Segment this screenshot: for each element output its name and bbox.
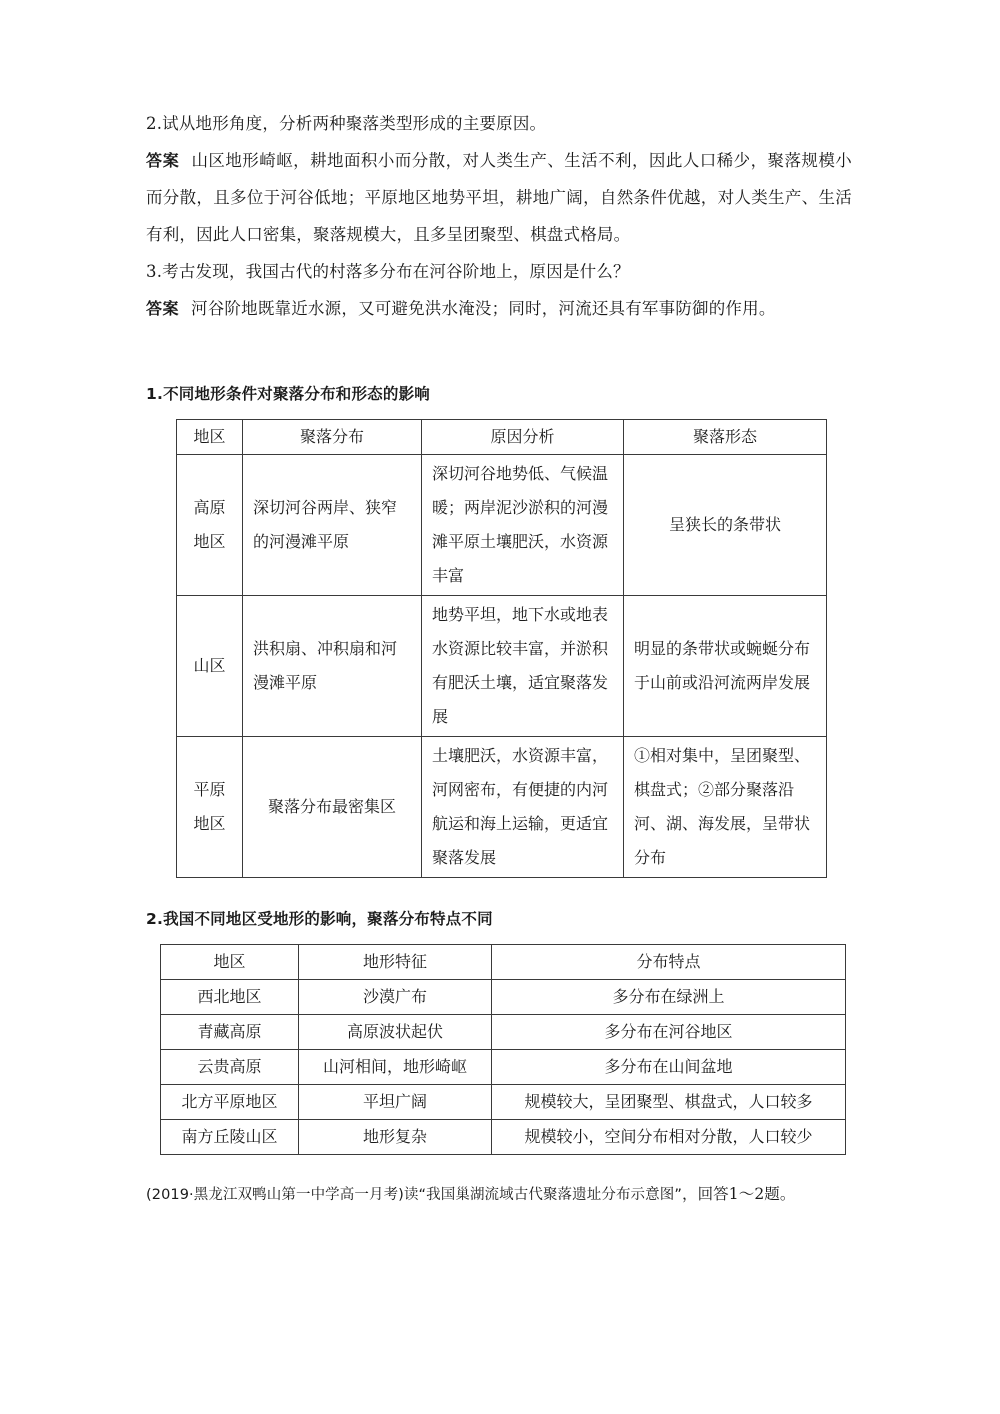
answer-label-2: 答案 bbox=[146, 151, 180, 170]
landform-settlement-table bbox=[176, 419, 827, 878]
exam-prompt: 读“我国巢湖流域古代聚落遗址分布示意图” bbox=[403, 1187, 682, 1203]
cell-text: 呈狭长的条带状 bbox=[668, 515, 781, 534]
cell-region bbox=[177, 455, 243, 596]
exam-source: (2019·黑龙江双鸭山第一中学高一月考) bbox=[146, 1187, 404, 1203]
table-row bbox=[161, 1085, 846, 1120]
cell-terrain: 地形复杂 bbox=[299, 1120, 492, 1155]
question-2: 2.试从地形角度，分析两种聚落类型形成的主要原因。 bbox=[146, 114, 547, 133]
cell-features: 多分布在山间盆地 bbox=[492, 1050, 846, 1085]
question-3: 3.考古发现，我国古代的村落多分布在河谷阶地上，原因是什么？ bbox=[146, 262, 630, 281]
spacer bbox=[146, 353, 852, 383]
cell-terrain: 平坦广阔 bbox=[299, 1085, 492, 1120]
cell-text: ①相对集中，呈团聚型、棋盘式；②部分聚落沿河、湖、海发展，呈带状分布 bbox=[634, 746, 811, 867]
cell-terrain: 山河相间，地形崎岖 bbox=[299, 1050, 492, 1085]
table-header-row bbox=[177, 420, 827, 455]
cell-text: 高原 地区 bbox=[193, 498, 226, 551]
cell-text: 地势平坦，地下水或地表水资源比较丰富，并淤积有肥沃土壤，适宜聚落发展 bbox=[432, 605, 609, 726]
answer-2-text: 山区地形崎岖，耕地面积小而分散，对人类生产、生活不利，因此人口稀少，聚落规模小而分散，且多位于河谷低地；平原地区地势平坦，耕地广阔，自然条件优越，对人类生产、生活有利，因此人口密集，聚落规模大，且多呈团聚型、棋盘式格局。 bbox=[146, 151, 852, 244]
table-row bbox=[161, 1015, 846, 1050]
answer-3-line bbox=[146, 290, 852, 327]
cell-form bbox=[624, 737, 827, 878]
answer-3-text: 河谷阶地既靠近水源，又可避免洪水淹没；同时，河流还具有军事防御的作用。 bbox=[191, 299, 776, 318]
cell-features: 规模较大，呈团聚型、棋盘式，人口较多 bbox=[492, 1085, 846, 1120]
exam-question-range: ，回答1～2题。 bbox=[681, 1185, 796, 1203]
cell-terrain: 沙漠广布 bbox=[299, 980, 492, 1015]
col-header-terrain: 地形特征 bbox=[299, 945, 492, 980]
table-row bbox=[177, 596, 827, 737]
cell-cause bbox=[422, 455, 624, 596]
cell-distribution bbox=[243, 455, 422, 596]
page-content bbox=[146, 105, 852, 1211]
qa-block bbox=[146, 105, 852, 327]
table-header-row bbox=[161, 945, 846, 980]
col-header-distribution: 聚落分布 bbox=[243, 420, 422, 455]
cell-cause bbox=[422, 596, 624, 737]
cell-distribution bbox=[243, 737, 422, 878]
cell-text: 聚落分布最密集区 bbox=[267, 797, 396, 816]
table-row bbox=[161, 980, 846, 1015]
col-header-region: 地区 bbox=[177, 420, 243, 455]
cell-text: 土壤肥沃，水资源丰富，河网密布，有便捷的内河航运和海上运输，更适宜聚落发展 bbox=[432, 746, 609, 867]
col-header-features: 分布特点 bbox=[492, 945, 846, 980]
cell-region: 北方平原地区 bbox=[161, 1085, 299, 1120]
table-row bbox=[177, 737, 827, 878]
section-1-title: 1.不同地形条件对聚落分布和形态的影响 bbox=[146, 385, 430, 403]
cell-region bbox=[177, 596, 243, 737]
table-row bbox=[161, 1050, 846, 1085]
cell-region bbox=[177, 737, 243, 878]
exam-source-prompt bbox=[146, 1179, 852, 1211]
spacer bbox=[146, 1155, 852, 1179]
regional-settlement-table bbox=[160, 944, 846, 1155]
cell-text: 洪积扇、冲积扇和河漫滩平原 bbox=[253, 639, 398, 692]
cell-text: 山区 bbox=[193, 656, 226, 675]
cell-terrain: 高原波状起伏 bbox=[299, 1015, 492, 1050]
col-header-region: 地区 bbox=[161, 945, 299, 980]
cell-region: 南方丘陵山区 bbox=[161, 1120, 299, 1155]
table-row bbox=[161, 1120, 846, 1155]
answer-label-3: 答案 bbox=[146, 299, 180, 318]
cell-region: 云贵高原 bbox=[161, 1050, 299, 1085]
table-row bbox=[177, 455, 827, 596]
cell-form bbox=[624, 455, 827, 596]
cell-region: 西北地区 bbox=[161, 980, 299, 1015]
cell-cause bbox=[422, 737, 624, 878]
cell-region: 青藏高原 bbox=[161, 1015, 299, 1050]
cell-distribution bbox=[243, 596, 422, 737]
spacer bbox=[146, 878, 852, 908]
cell-text: 明显的条带状或蜿蜒分布于山前或沿河流两岸发展 bbox=[634, 639, 811, 692]
cell-text: 深切河谷两岸、狭窄的河漫滩平原 bbox=[253, 498, 398, 551]
col-header-cause: 原因分析 bbox=[422, 420, 624, 455]
cell-text: 平原 地区 bbox=[193, 780, 226, 833]
section-2-title: 2.我国不同地区受地形的影响，聚落分布特点不同 bbox=[146, 910, 493, 928]
answer-2-line bbox=[146, 142, 852, 253]
cell-text: 深切河谷地势低、气候温暖；两岸泥沙淤积的河漫滩平原土壤肥沃，水资源丰富 bbox=[432, 464, 609, 585]
col-header-form: 聚落形态 bbox=[624, 420, 827, 455]
cell-features: 多分布在河谷地区 bbox=[492, 1015, 846, 1050]
cell-features: 规模较小，空间分布相对分散，人口较少 bbox=[492, 1120, 846, 1155]
cell-features: 多分布在绿洲上 bbox=[492, 980, 846, 1015]
cell-form bbox=[624, 596, 827, 737]
